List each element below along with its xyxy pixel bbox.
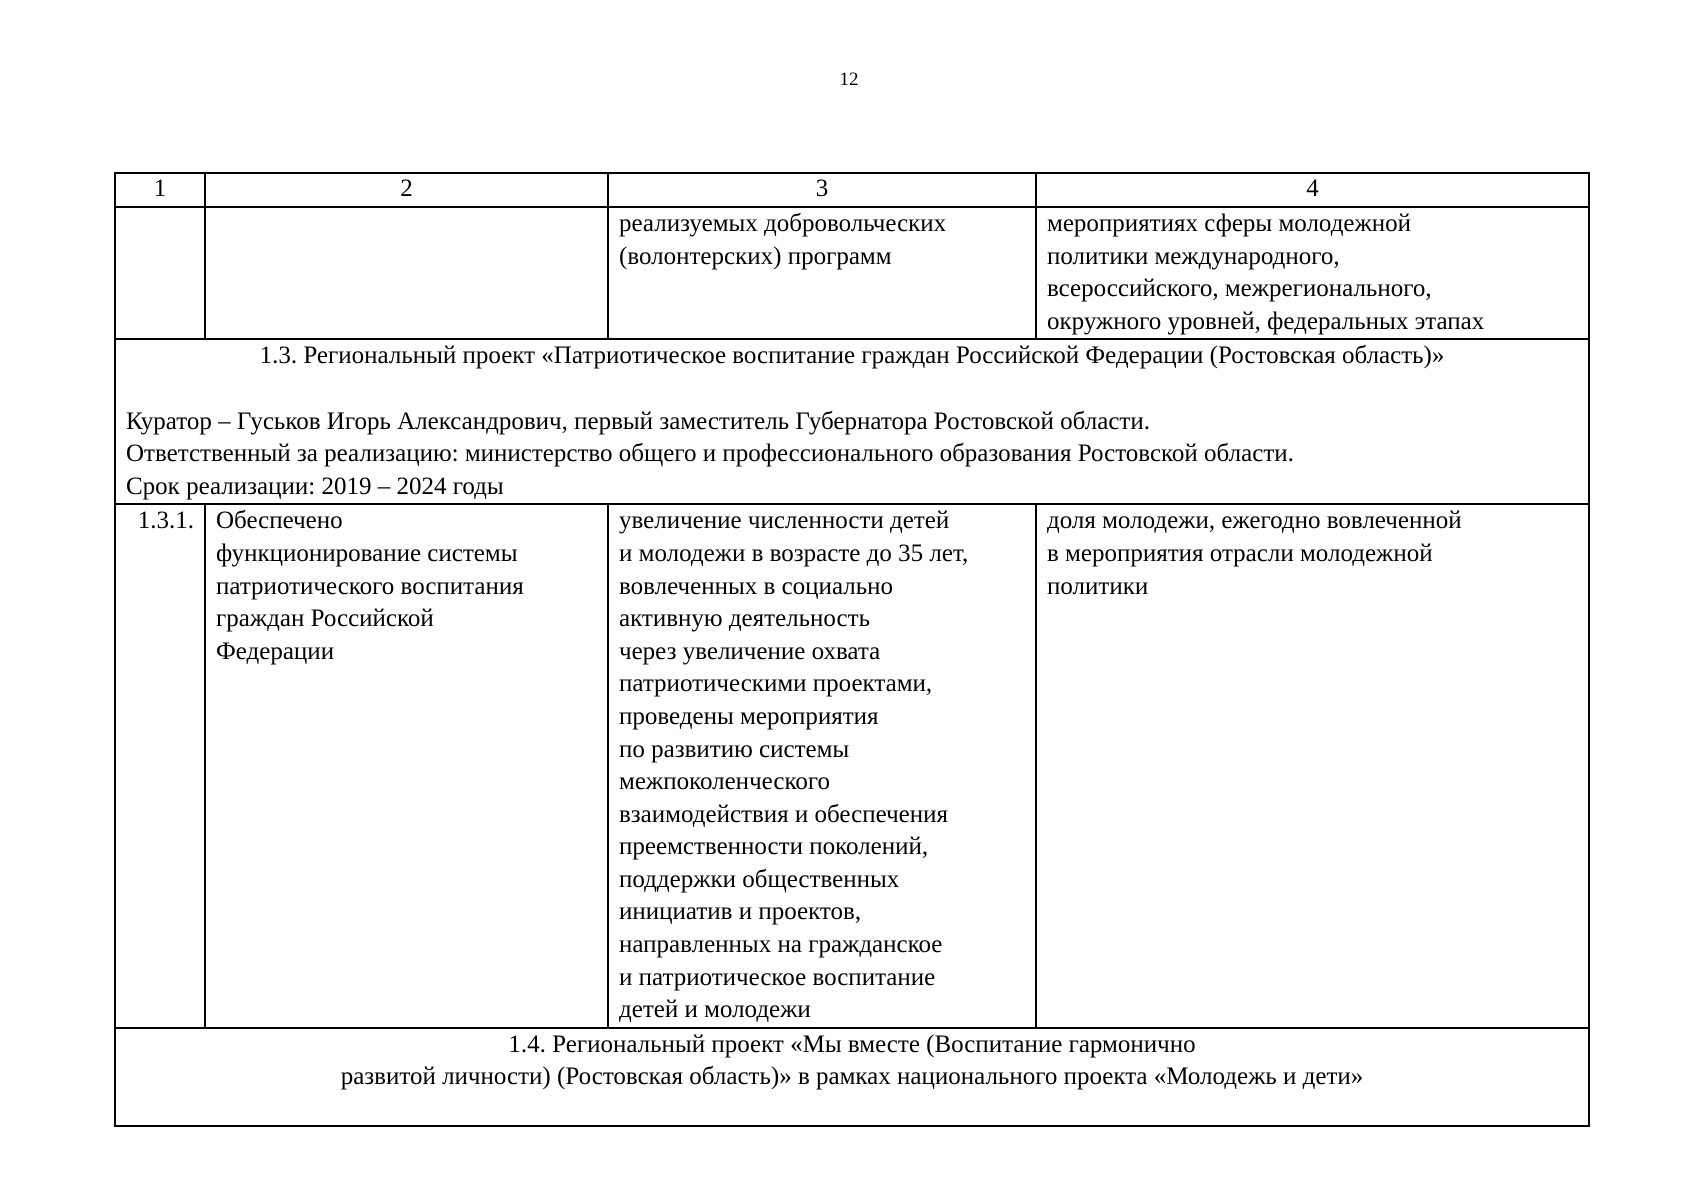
page-number: 12 xyxy=(839,69,859,90)
continued-cell-effect: реализуемых добровольческих (волонтерских) программ xyxy=(608,207,1036,339)
row-effect: увеличение численности детей и молодежи в возрасте до 35 лет, вовлеченных в социально активную деятельность через увеличение охвата патриотическими проектами, проведены мероприятия по развитию системы межпоколенческого взаимодействия и обеспечения преемственности поколений, поддержки общественных инициатив и проектов, направленных на гражданское и патриотическое воспитание детей и молодежи xyxy=(608,504,1036,1028)
section-title-1-3: 1.3. Региональный проект «Патриотическое воспитание граждан Российской Федерации (Ростовская область)» xyxy=(259,342,1445,370)
document-table xyxy=(114,172,1590,1127)
row-indicator: доля молодежи, ежегодно вовлеченной в мероприятия отрасли молодежной политики xyxy=(1036,504,1589,1028)
table-row-1-3-1 xyxy=(115,504,1589,1028)
column-number-row xyxy=(115,173,1589,207)
section-row-1-4 xyxy=(115,1028,1589,1126)
section-title-1-4: 1.4. Региональный проект «Мы вместе (Воспитание гармонично развитой личности) (Ростовская область)» в рамках национального проекта «Молодежь и дети» xyxy=(340,1030,1364,1091)
section-responsible: Ответственный за реализацию: министерство общего и профессионального образования Ростовской области. xyxy=(126,440,1294,468)
row-task: Обеспечено функционирование системы патриотического воспитания граждан Российской Федерации xyxy=(205,504,608,1028)
section-curator: Куратор – Гуськов Игорь Александрович, первый заместитель Губернатора Ростовской области. xyxy=(126,407,1150,435)
section-row-1-3 xyxy=(115,339,1589,504)
continued-cell-number xyxy=(115,207,205,339)
column-number-2: 2 xyxy=(205,173,608,207)
column-number-4: 4 xyxy=(1036,173,1589,207)
section-spacer xyxy=(126,373,1578,406)
section-term: Срок реализации: 2019 – 2024 годы xyxy=(126,472,504,500)
section-cell-1-3 xyxy=(115,339,1589,504)
continued-cell-indicator: мероприятиях сферы молодежной политики международного, всероссийского, межрегионального, окружного уровней, федеральных этапах xyxy=(1036,207,1589,339)
continued-cell-task xyxy=(205,207,608,339)
column-number-3: 3 xyxy=(608,173,1036,207)
table-row-continued xyxy=(115,207,1589,339)
column-number-1: 1 xyxy=(115,173,205,207)
row-number: 1.3.1. xyxy=(115,504,205,1028)
section-cell-1-4 xyxy=(115,1028,1589,1126)
